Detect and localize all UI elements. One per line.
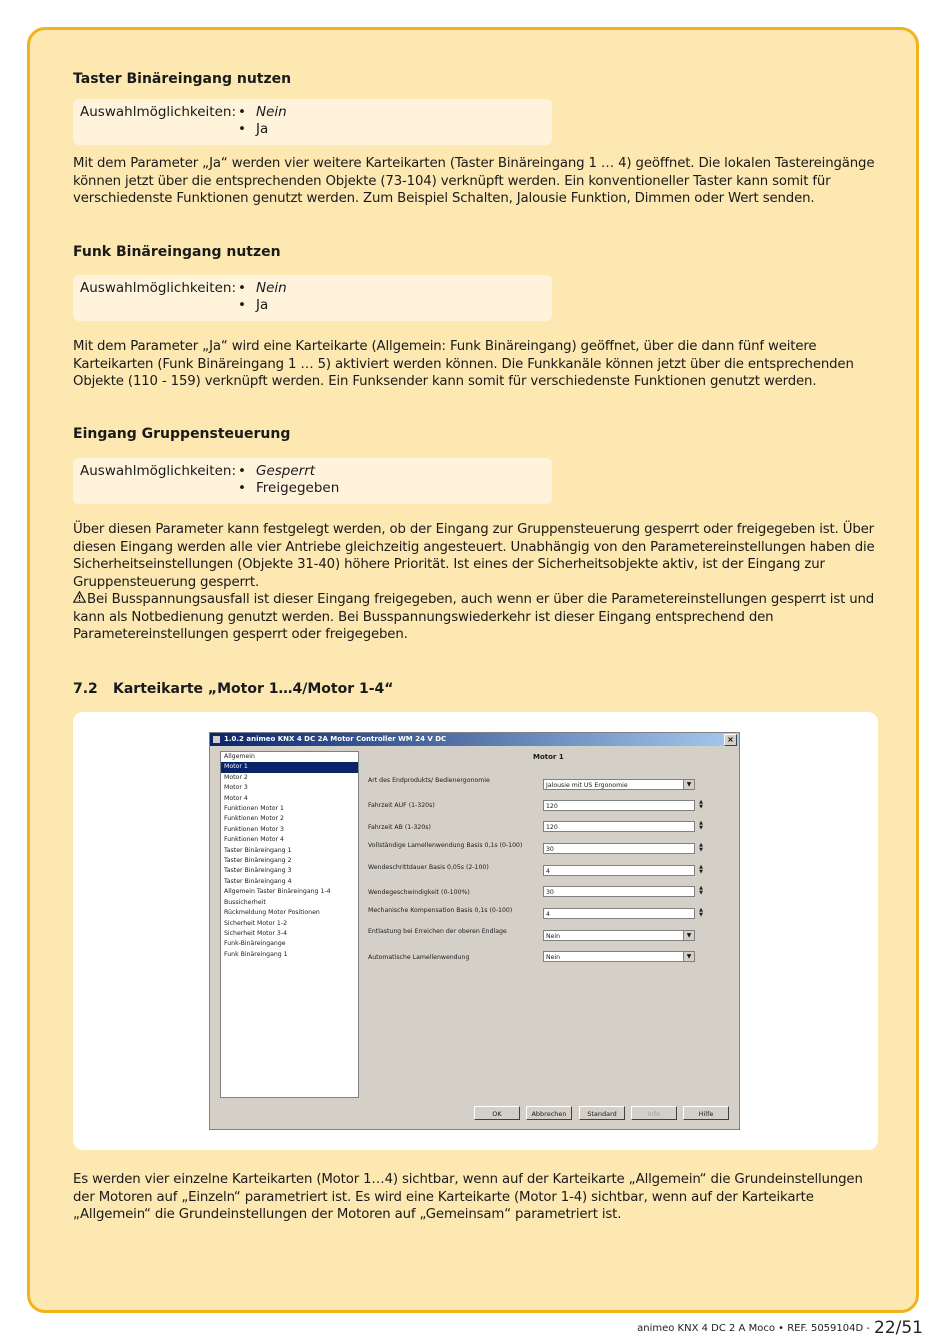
param-input[interactable]: 4 [543, 908, 695, 919]
tree-item[interactable]: Funktionen Motor 1 [224, 805, 284, 813]
param-label: Mechanische Kompensation Basis 0,1s (0-100) [368, 907, 513, 914]
cancel-button[interactable]: Abbrechen [526, 1106, 572, 1120]
options-box-gruppensteuerung [73, 458, 552, 504]
options-box-taster [73, 99, 552, 145]
param-input[interactable]: 30 [543, 886, 695, 897]
tree-item[interactable]: Rückmeldung Motor Positionen [224, 909, 320, 917]
option-item: • Nein [238, 280, 287, 297]
tree-item[interactable]: Taster Binäreingang 4 [224, 877, 292, 885]
page-number: 22/51 [874, 1318, 923, 1338]
paragraph-gruppensteuerung: Über diesen Parameter kann festgelegt werden, ob der Eingang zur Gruppensteuerung gesperrt oder freigegeben ist. Über diesen Eingang werden alle vier Antriebe gleichzeitig angesteuert. Unabhängig von den Parametereinstellungen haben die Sicherheitseinstellungen (Objekte 31-40) höhere Priorität. Ist eines der Sicherheitsobjekte aktiv, ist der Eingang zur Gruppensteuerung gesperrt. [73, 522, 875, 590]
footer [637, 1318, 923, 1338]
chevron-down-icon[interactable]: ▼ [683, 952, 694, 961]
spinner-icon[interactable]: ▲ ▼ [697, 843, 705, 854]
tree-item[interactable]: Funktionen Motor 3 [224, 825, 284, 833]
tree-item[interactable]: Motor 2 [224, 773, 248, 781]
param-label: Fahrzeit AB (1-320s) [368, 824, 431, 831]
options-box-funk [73, 275, 552, 321]
paragraph-funk: Mit dem Parameter „Ja“ wird eine Karteikarte (Allgemein: Funk Binäreingang) geöffnet, über die dann fünf weitere Karteikarten (Funk Binäreingang 1 … 5) aktiviert werden können. Die Funkkanäle können jetzt über die entsprechenden Objekte (110 - 159) verknüpft werden. Ein Funksender kann somit für verschiedenste Funktionen genutzt werden. [73, 339, 854, 389]
tree-item[interactable]: Motor 4 [224, 794, 248, 802]
tree-item[interactable]: Funk-Binäreingange [224, 940, 286, 948]
chevron-down-icon[interactable]: ▼ [683, 780, 694, 789]
tab-tree [220, 751, 359, 1098]
heading-eingang-gruppensteuerung: Eingang Gruppensteuerung [73, 426, 291, 442]
spinner-icon[interactable]: ▲ ▼ [697, 886, 705, 897]
param-label: Automatische Lamellenwendung [368, 954, 470, 961]
chevron-down-icon[interactable]: ▼ [683, 931, 694, 940]
dialog-titlebar [210, 733, 739, 746]
param-input[interactable]: 4 [543, 865, 695, 876]
spinner-icon[interactable]: ▲ ▼ [697, 800, 705, 811]
tree-item[interactable]: Taster Binäreingang 3 [224, 867, 292, 875]
spinner-icon[interactable]: ▲ ▼ [697, 821, 705, 832]
param-label: Art des Endprodukts/ Bedienergonomie [368, 777, 490, 784]
warning-text: Bei Busspannungsausfall ist dieser Eingang freigegeben, auch wenn er über die Parametereinstellungen gesperrt ist und kann als Notbedienung genutzt werden. Bei Busspannungswiederkehr ist dieser Eingang entsprechend den Parametereinstellungen gesperrt oder freigegeben. [73, 592, 875, 642]
tree-item[interactable]: Taster Binäreingang 2 [224, 857, 292, 865]
spinner-icon[interactable]: ▲ ▼ [697, 908, 705, 919]
app-icon [213, 736, 220, 743]
option-item: • Freigegeben [238, 480, 339, 497]
default-button[interactable]: Standard [579, 1106, 625, 1120]
option-item: • Nein [238, 104, 287, 121]
options-label: Auswahlmöglichkeiten: [80, 463, 237, 479]
tree-item[interactable]: Funk Binäreingang 1 [224, 950, 288, 958]
param-input[interactable]: 30 [543, 843, 695, 854]
tree-item[interactable]: Allgemein Taster Binäreingang 1-4 [224, 888, 331, 896]
param-input[interactable]: 120 [543, 821, 695, 832]
ok-button[interactable]: OK [474, 1106, 520, 1120]
param-dropdown[interactable]: Nein ▼ [543, 951, 695, 962]
options-label: Auswahlmöglichkeiten: [80, 104, 237, 120]
param-label: Vollständige Lamellenwendung Basis 0,1s (0-100) [368, 842, 523, 849]
section-number: 7.2 [73, 681, 98, 697]
tree-item-selected[interactable]: Motor 1 [221, 762, 358, 772]
options-list [238, 463, 339, 497]
heading-funk-binaereingang: Funk Binäreingang nutzen [73, 244, 281, 260]
paragraph-taster: Mit dem Parameter „Ja“ werden vier weitere Karteikarten (Taster Binäreingang 1 … 4) geöffnet. Die lokalen Tastereingänge können jetzt über die entsprechenden Objekte (73-104) verknüpft werden. Ein konventioneller Taster kann somit für verschiedenste Funktionen genutzt werden. Zum Beispiel Schalten, Jalousie Funktion, Dimmen oder Wert senden. [73, 156, 875, 206]
tree-item[interactable]: Taster Binäreingang 1 [224, 846, 292, 854]
option-item: • Ja [238, 297, 287, 314]
section-title-text: Karteikarte „Motor 1…4/Motor 1-4“ [113, 681, 394, 697]
dialog-title: 1.0.2 animeo KNX 4 DC 2A Motor Controller WM 24 V DC [224, 735, 447, 743]
tree-item[interactable]: Funktionen Motor 4 [224, 836, 284, 844]
heading-taster-binaereingang: Taster Binäreingang nutzen [73, 71, 292, 87]
options-label: Auswahlmöglichkeiten: [80, 280, 237, 296]
param-dropdown[interactable]: Jalousie mit US Ergonomie ▼ [543, 779, 695, 790]
param-label: Wendegeschwindigkeit (0-100%) [368, 889, 470, 896]
footer-doc-ref: animeo KNX 4 DC 2 A Moco • REF. 5059104D - [637, 1323, 870, 1334]
tree-item[interactable]: Sicherheit Motor 3-4 [224, 929, 288, 937]
tree-item[interactable]: Sicherheit Motor 1-2 [224, 919, 288, 927]
spinner-icon[interactable]: ▲ ▼ [697, 865, 705, 876]
params-panel [358, 751, 730, 1096]
parameter-dialog [209, 732, 740, 1130]
param-label: Wendeschrittdauer Basis 0,05s (2-100) [368, 864, 489, 871]
param-label: Entlastung bei Erreichen der oberen Endlage [368, 928, 507, 935]
param-label: Fahrzeit AUF (1-320s) [368, 802, 435, 809]
panel-title: Motor 1 [533, 753, 564, 761]
info-button[interactable]: Info [631, 1106, 677, 1120]
warning-icon [73, 591, 87, 609]
warning-paragraph [73, 591, 879, 644]
param-dropdown[interactable]: Nein ▼ [543, 930, 695, 941]
section-7-2-title [73, 681, 393, 697]
help-button[interactable]: Hilfe [683, 1106, 729, 1120]
tree-item[interactable]: Motor 3 [224, 784, 248, 792]
tree-item[interactable]: Bussicherheit [224, 898, 266, 906]
close-icon[interactable]: × [724, 734, 737, 746]
tree-item[interactable]: Funktionen Motor 2 [224, 815, 284, 823]
param-input[interactable]: 120 [543, 800, 695, 811]
paragraph-section-7-2: Es werden vier einzelne Karteikarten (Motor 1…4) sichtbar, wenn auf der Karteikarte „Allgemein“ die Grundeinstellungen der Motoren auf „Einzeln“ parametriert ist. Es wird eine Karteikarte (Motor 1-4) sichtbar, wenn auf der Karteikarte „Allgemein“ die Grundeinstellungen der Motoren auf „Gemeinsam“ parametriert ist. [73, 1172, 863, 1222]
options-list [238, 280, 287, 314]
option-item: • Gesperrt [238, 463, 339, 480]
tree-item[interactable]: Allgemein [224, 753, 255, 760]
options-list [238, 104, 287, 138]
option-item: • Ja [238, 121, 287, 138]
